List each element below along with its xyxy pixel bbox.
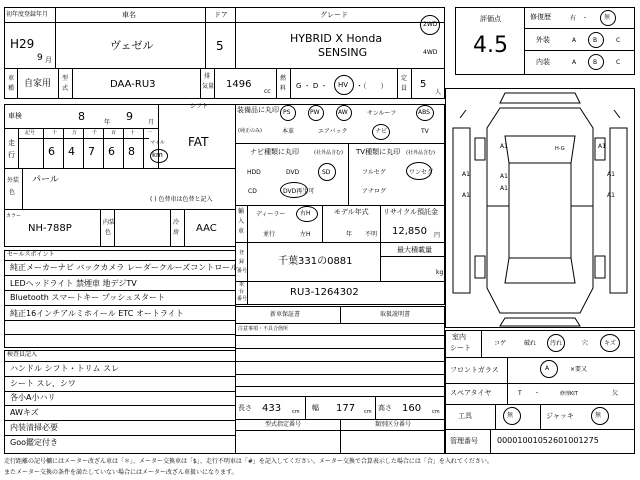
equip-abs: ABS	[418, 109, 430, 116]
equip-sunroof: サンルーフ	[367, 110, 397, 117]
grade-label: グレード	[320, 11, 348, 19]
inspection-year: 8	[78, 110, 85, 123]
int-grade: B	[593, 59, 598, 66]
inspection-month: 9	[126, 110, 133, 123]
notes-label: 注意事項・不具合箇所	[238, 326, 289, 332]
repair-none: 無	[604, 14, 611, 21]
reg-month: 9	[37, 53, 43, 63]
drive-4wd: 4WD	[423, 49, 438, 56]
navi-type-label: ナビ種類に丸印	[250, 148, 299, 156]
fuel-selected: HV	[338, 81, 349, 89]
diagram-mark-4: A1	[500, 173, 508, 180]
capacity-value: 5	[420, 79, 427, 90]
mileage-digit-4: 6	[108, 145, 115, 158]
chassis-value: RU3-1264302	[290, 287, 359, 298]
usage-value: 自家用	[24, 79, 52, 89]
car-outline-diagram	[445, 88, 635, 328]
color-code-value: NH-788P	[28, 223, 72, 234]
tv-oneseg: ワンセグ	[409, 169, 434, 176]
import-left: 左H	[300, 231, 311, 238]
jack-none: 無	[595, 412, 602, 419]
mileage-unit: km	[152, 151, 163, 159]
navi-cd: CD	[248, 188, 257, 195]
diagram-mark-2: A1	[462, 171, 470, 178]
tv-fullseg: フルセグ	[362, 169, 386, 176]
recycle-label: リサイクル預託金	[383, 208, 439, 216]
ext-grade: B	[593, 37, 598, 44]
equip-aircon: エアバック	[318, 128, 348, 135]
glass-grade: A	[545, 365, 550, 372]
plate-value: 千葉331の0881	[278, 256, 353, 267]
doors-value: 5	[216, 39, 224, 53]
dims-length: 433	[262, 403, 282, 414]
inspector-item-6: Goo鑑定付き	[10, 438, 58, 447]
mileage-digit-2: 4	[68, 145, 75, 158]
mileage-digit-5: 8	[128, 145, 135, 158]
warranty-label: 新車保証書	[270, 311, 301, 318]
eval-label: 評価点	[480, 15, 501, 23]
inspector-label: 検査員記入	[7, 351, 38, 358]
shift-value: FAT	[188, 135, 209, 149]
inspector-item-2: シート スレ、シワ	[10, 379, 76, 388]
import-parallel: 並行	[263, 231, 276, 238]
inspector-item-4: AWキズ	[10, 408, 39, 417]
inspector-item-1: ハンドル シフト・トリム スレ	[10, 364, 120, 373]
import-dealer: ディーラー	[256, 211, 286, 218]
tv-analog: アナログ	[362, 188, 387, 195]
reg-label: 初年度登録年月	[6, 11, 49, 18]
navi-sd: SD	[322, 169, 331, 176]
eval-score: 4.5	[473, 33, 508, 58]
cooler-value: AAC	[196, 223, 217, 234]
drive-2wd: 2WD	[423, 21, 438, 28]
max-load-label: 最大積載量	[397, 246, 432, 254]
navi-dvd: DVD	[286, 169, 300, 176]
diagram-mark-1: A1	[500, 143, 508, 150]
diagram-mark-8: A1	[598, 143, 606, 150]
grade-line2: SENSING	[318, 46, 368, 59]
mileage-digit-3: 7	[88, 145, 95, 158]
navi-hdd: HDD	[247, 169, 261, 176]
displacement-value: 1496	[226, 79, 252, 90]
footer-line-2: またメーター交換の条件を満たしていない場合にはメーター改ざん車扱いになります。	[4, 469, 238, 476]
equipment-label: 装備品に丸印	[237, 106, 279, 114]
model-name-value: ヴェゼル	[110, 39, 154, 52]
sales-item-3: Bluetooth スマートキー プッシュスタート	[10, 293, 166, 302]
equip-pw: PW	[310, 109, 320, 116]
tv-type-label: TV種類に丸印	[356, 148, 401, 156]
dims-width: 177	[336, 403, 356, 414]
footer-line-1: 走行距離の記号欄にはメーター改ざん車は「＊」、メーター交換車は「$」、走行不明車は「#」を記入してください。メーター交換で合算表示した場合には「合」を入れてください。	[4, 458, 493, 465]
exterior-note: ( ) 色替車は色替と記入	[150, 196, 213, 203]
type-value: DAA-RU3	[110, 79, 156, 90]
sales-item-1: 純正メーカーナビ バックカメラ レーダークルーズコントロール	[10, 263, 239, 272]
sales-label: セールスポイント	[7, 251, 55, 258]
equip-leather: 本革	[282, 128, 295, 135]
class-number-label: 類別区分番号	[375, 421, 412, 428]
reg-era-year: H29	[10, 37, 35, 51]
model-name-label: 車名	[122, 11, 136, 19]
inspection-label: 車検	[8, 112, 22, 120]
dims-height: 160	[402, 403, 422, 414]
grade-line1: HYBRID X Honda	[290, 32, 383, 45]
equip-ps: PS	[283, 109, 291, 116]
doors-label: ドア	[214, 11, 228, 19]
manual-label: 取扱説明書	[380, 311, 411, 318]
sales-item-2: LEDヘッドライト 禁煙車 地デジTV	[10, 279, 137, 288]
reg-month-unit: 月	[45, 56, 52, 64]
inspector-item-5: 内装清掃必要	[10, 423, 58, 432]
exterior-value: パール	[32, 175, 59, 185]
tools-none: 無	[507, 412, 514, 419]
equip-aw: AW	[338, 109, 348, 116]
diagram-special: H-G	[555, 146, 565, 152]
fuel-rest: ・（ ）	[356, 82, 388, 90]
equip-tv: TV	[421, 128, 429, 135]
mileage-digit-1: 6	[48, 145, 55, 158]
import-right: 右H	[300, 210, 311, 217]
seat-scratch: キズ	[604, 340, 616, 347]
navi-dvd-play: DVD再生可	[283, 188, 315, 195]
sales-item-4: 純正16インチアルミホイール ETC オートライト	[10, 309, 184, 318]
mgmt-number: 00001001052601001275	[497, 436, 599, 445]
diagram-mark-5: A1	[462, 192, 470, 199]
equip-navi: ナビ	[375, 128, 388, 135]
model-year-label: モデル年式	[334, 208, 369, 216]
diagram-mark-3: A1	[607, 171, 615, 178]
fuel-options: G ・ D ・	[296, 82, 328, 90]
shift-label: シフト	[190, 103, 209, 110]
diagram-mark-7: A1	[607, 192, 615, 199]
seat-dirty: 汚れ	[550, 340, 563, 347]
diagram-mark-6: A1	[500, 185, 508, 192]
type-designation-label: 型式指定番号	[265, 421, 302, 428]
recycle-value: 12,850	[392, 226, 427, 237]
inspector-item-3: 各小A小ハリ	[10, 393, 56, 402]
